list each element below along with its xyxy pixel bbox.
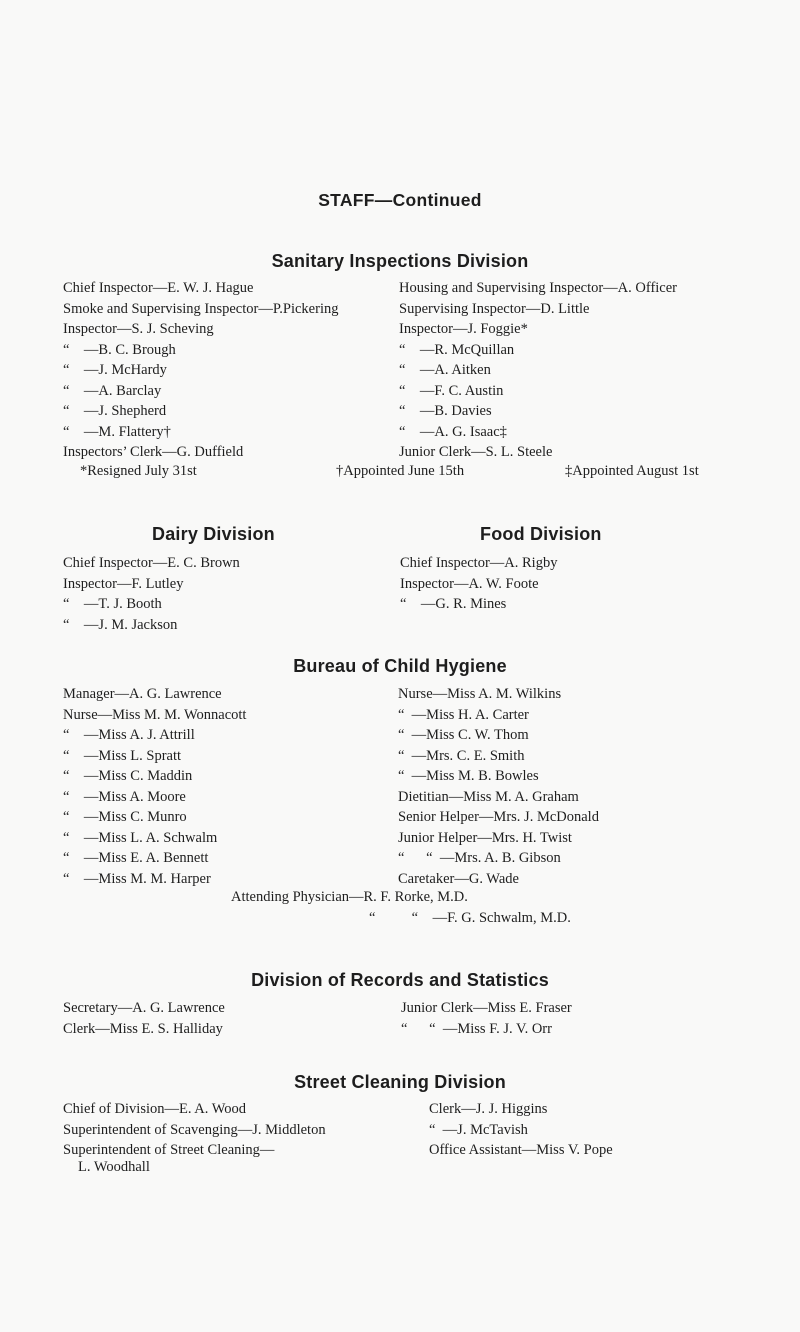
dairy-heading: Dairy Division — [152, 524, 275, 544]
list-item: Supervising Inspector—D. Little — [399, 300, 590, 317]
street-left-list — [63, 1099, 326, 1177]
list-item: Superintendent of Scavenging—J. Middleton — [63, 1121, 326, 1138]
list-item: “ —J. Shepherd — [63, 403, 167, 419]
list-item: L. Woodhall — [78, 1158, 150, 1175]
page-title: STAFF—Continued — [318, 190, 482, 210]
list-item: “ —Miss E. A. Bennett — [63, 850, 209, 866]
list-item: “ —Miss A. Moore — [63, 788, 186, 805]
child-right-list — [398, 684, 599, 889]
records-right-list — [401, 998, 572, 1039]
sanitary-left-list — [63, 278, 338, 463]
attending-physician-1: Attending Physician—R. F. Rorke, M.D. — [231, 889, 468, 905]
footnote-appointed-august: ‡Appointed August 1st — [565, 463, 699, 479]
list-item: “ —B. Davies — [399, 403, 492, 419]
list-item: “ “ —Mrs. A. B. Gibson — [398, 850, 561, 866]
list-item: Chief of Division—E. A. Wood — [63, 1101, 247, 1117]
list-item: “ —B. C. Brough — [63, 341, 176, 358]
footnote-resigned: *Resigned July 31st — [80, 463, 197, 479]
list-item: “ —R. McQuillan — [399, 341, 515, 358]
list-item: Chief Inspector—A. Rigby — [400, 555, 558, 571]
list-item: “ —J. McHardy — [63, 362, 167, 378]
street-right-list — [429, 1099, 613, 1161]
list-item: “ —Miss L. A. Schwalm — [63, 829, 218, 846]
list-item: Secretary—A. G. Lawrence — [63, 1000, 225, 1016]
list-item: “ —T. J. Booth — [63, 596, 162, 612]
footnote-appointed-june: †Appointed June 15th — [336, 463, 465, 479]
list-item: Dietitian—Miss M. A. Graham — [398, 788, 579, 805]
list-item: “ —A. Barclay — [63, 382, 162, 399]
sanitary-heading: Sanitary Inspections Division — [271, 251, 529, 271]
food-list — [400, 553, 557, 615]
list-item: Chief Inspector—E. W. J. Hague — [63, 280, 254, 296]
list-item: Clerk—Miss E. S. Halliday — [63, 1020, 223, 1037]
list-item: “ —Miss M. B. Bowles — [398, 768, 539, 784]
list-item: Junior Helper—Mrs. H. Twist — [398, 829, 572, 846]
list-item: “ —Miss C. W. Thom — [398, 727, 529, 743]
list-item: Junior Clerk—Miss E. Fraser — [401, 1000, 572, 1016]
list-item: “ —Miss L. Spratt — [63, 747, 182, 764]
sanitary-right-list — [399, 278, 677, 463]
records-left-list — [63, 998, 225, 1039]
list-item: Smoke and Supervising Inspector—P.Pickering — [63, 300, 339, 317]
list-item: Inspector—F. Lutley — [63, 575, 184, 592]
child-left-list — [63, 684, 246, 889]
list-item: Chief Inspector—E. C. Brown — [63, 555, 240, 571]
list-item: “ “ —Miss F. J. V. Orr — [401, 1020, 552, 1037]
list-item: “ —Miss M. M. Harper — [63, 870, 211, 887]
dairy-list — [63, 553, 240, 635]
list-item: Junior Clerk—S. L. Steele — [399, 444, 553, 460]
list-item: Inspector—S. J. Scheving — [63, 321, 214, 337]
list-item: Inspectors’ Clerk—G. Duffield — [63, 444, 244, 460]
list-item: “ —Miss C. Maddin — [63, 768, 193, 784]
list-item: “ —Miss H. A. Carter — [398, 706, 529, 723]
list-item: Superintendent of Street Cleaning— — [63, 1142, 275, 1158]
list-item: “ —M. Flattery† — [63, 423, 171, 440]
list-item: Nurse—Miss M. M. Wonnacott — [63, 706, 247, 723]
list-item: Manager—A. G. Lawrence — [63, 686, 222, 702]
list-item: Office Assistant—Miss V. Pope — [429, 1142, 613, 1158]
list-item: “ —G. R. Mines — [400, 596, 507, 612]
list-item: “ —J. McTavish — [429, 1121, 528, 1138]
list-item: Inspector—J. Foggie* — [399, 321, 528, 337]
list-item: “ —A. G. Isaac‡ — [399, 423, 507, 440]
list-item: Clerk—J. J. Higgins — [429, 1101, 548, 1117]
list-item: “ —J. M. Jackson — [63, 616, 178, 633]
records-heading: Division of Records and Statistics — [251, 970, 549, 990]
list-item: “ —Mrs. C. E. Smith — [398, 747, 525, 764]
food-heading: Food Division — [480, 524, 602, 544]
street-heading: Street Cleaning Division — [294, 1072, 506, 1092]
list-item: Nurse—Miss A. M. Wilkins — [398, 686, 562, 702]
list-item: “ —A. Aitken — [399, 362, 491, 378]
attending-physician-2: “ “ —F. G. Schwalm, M.D. — [369, 910, 571, 926]
list-item: Inspector—A. W. Foote — [400, 575, 539, 592]
list-item: “ —Miss A. J. Attrill — [63, 727, 195, 743]
list-item: Senior Helper—Mrs. J. McDonald — [398, 809, 599, 825]
list-item: “ —F. C. Austin — [399, 382, 504, 399]
list-item: “ —Miss C. Munro — [63, 809, 187, 825]
child-hygiene-heading: Bureau of Child Hygiene — [293, 656, 507, 676]
list-item: Caretaker—G. Wade — [398, 870, 519, 887]
list-item: Housing and Supervising Inspector—A. Officer — [399, 280, 677, 296]
